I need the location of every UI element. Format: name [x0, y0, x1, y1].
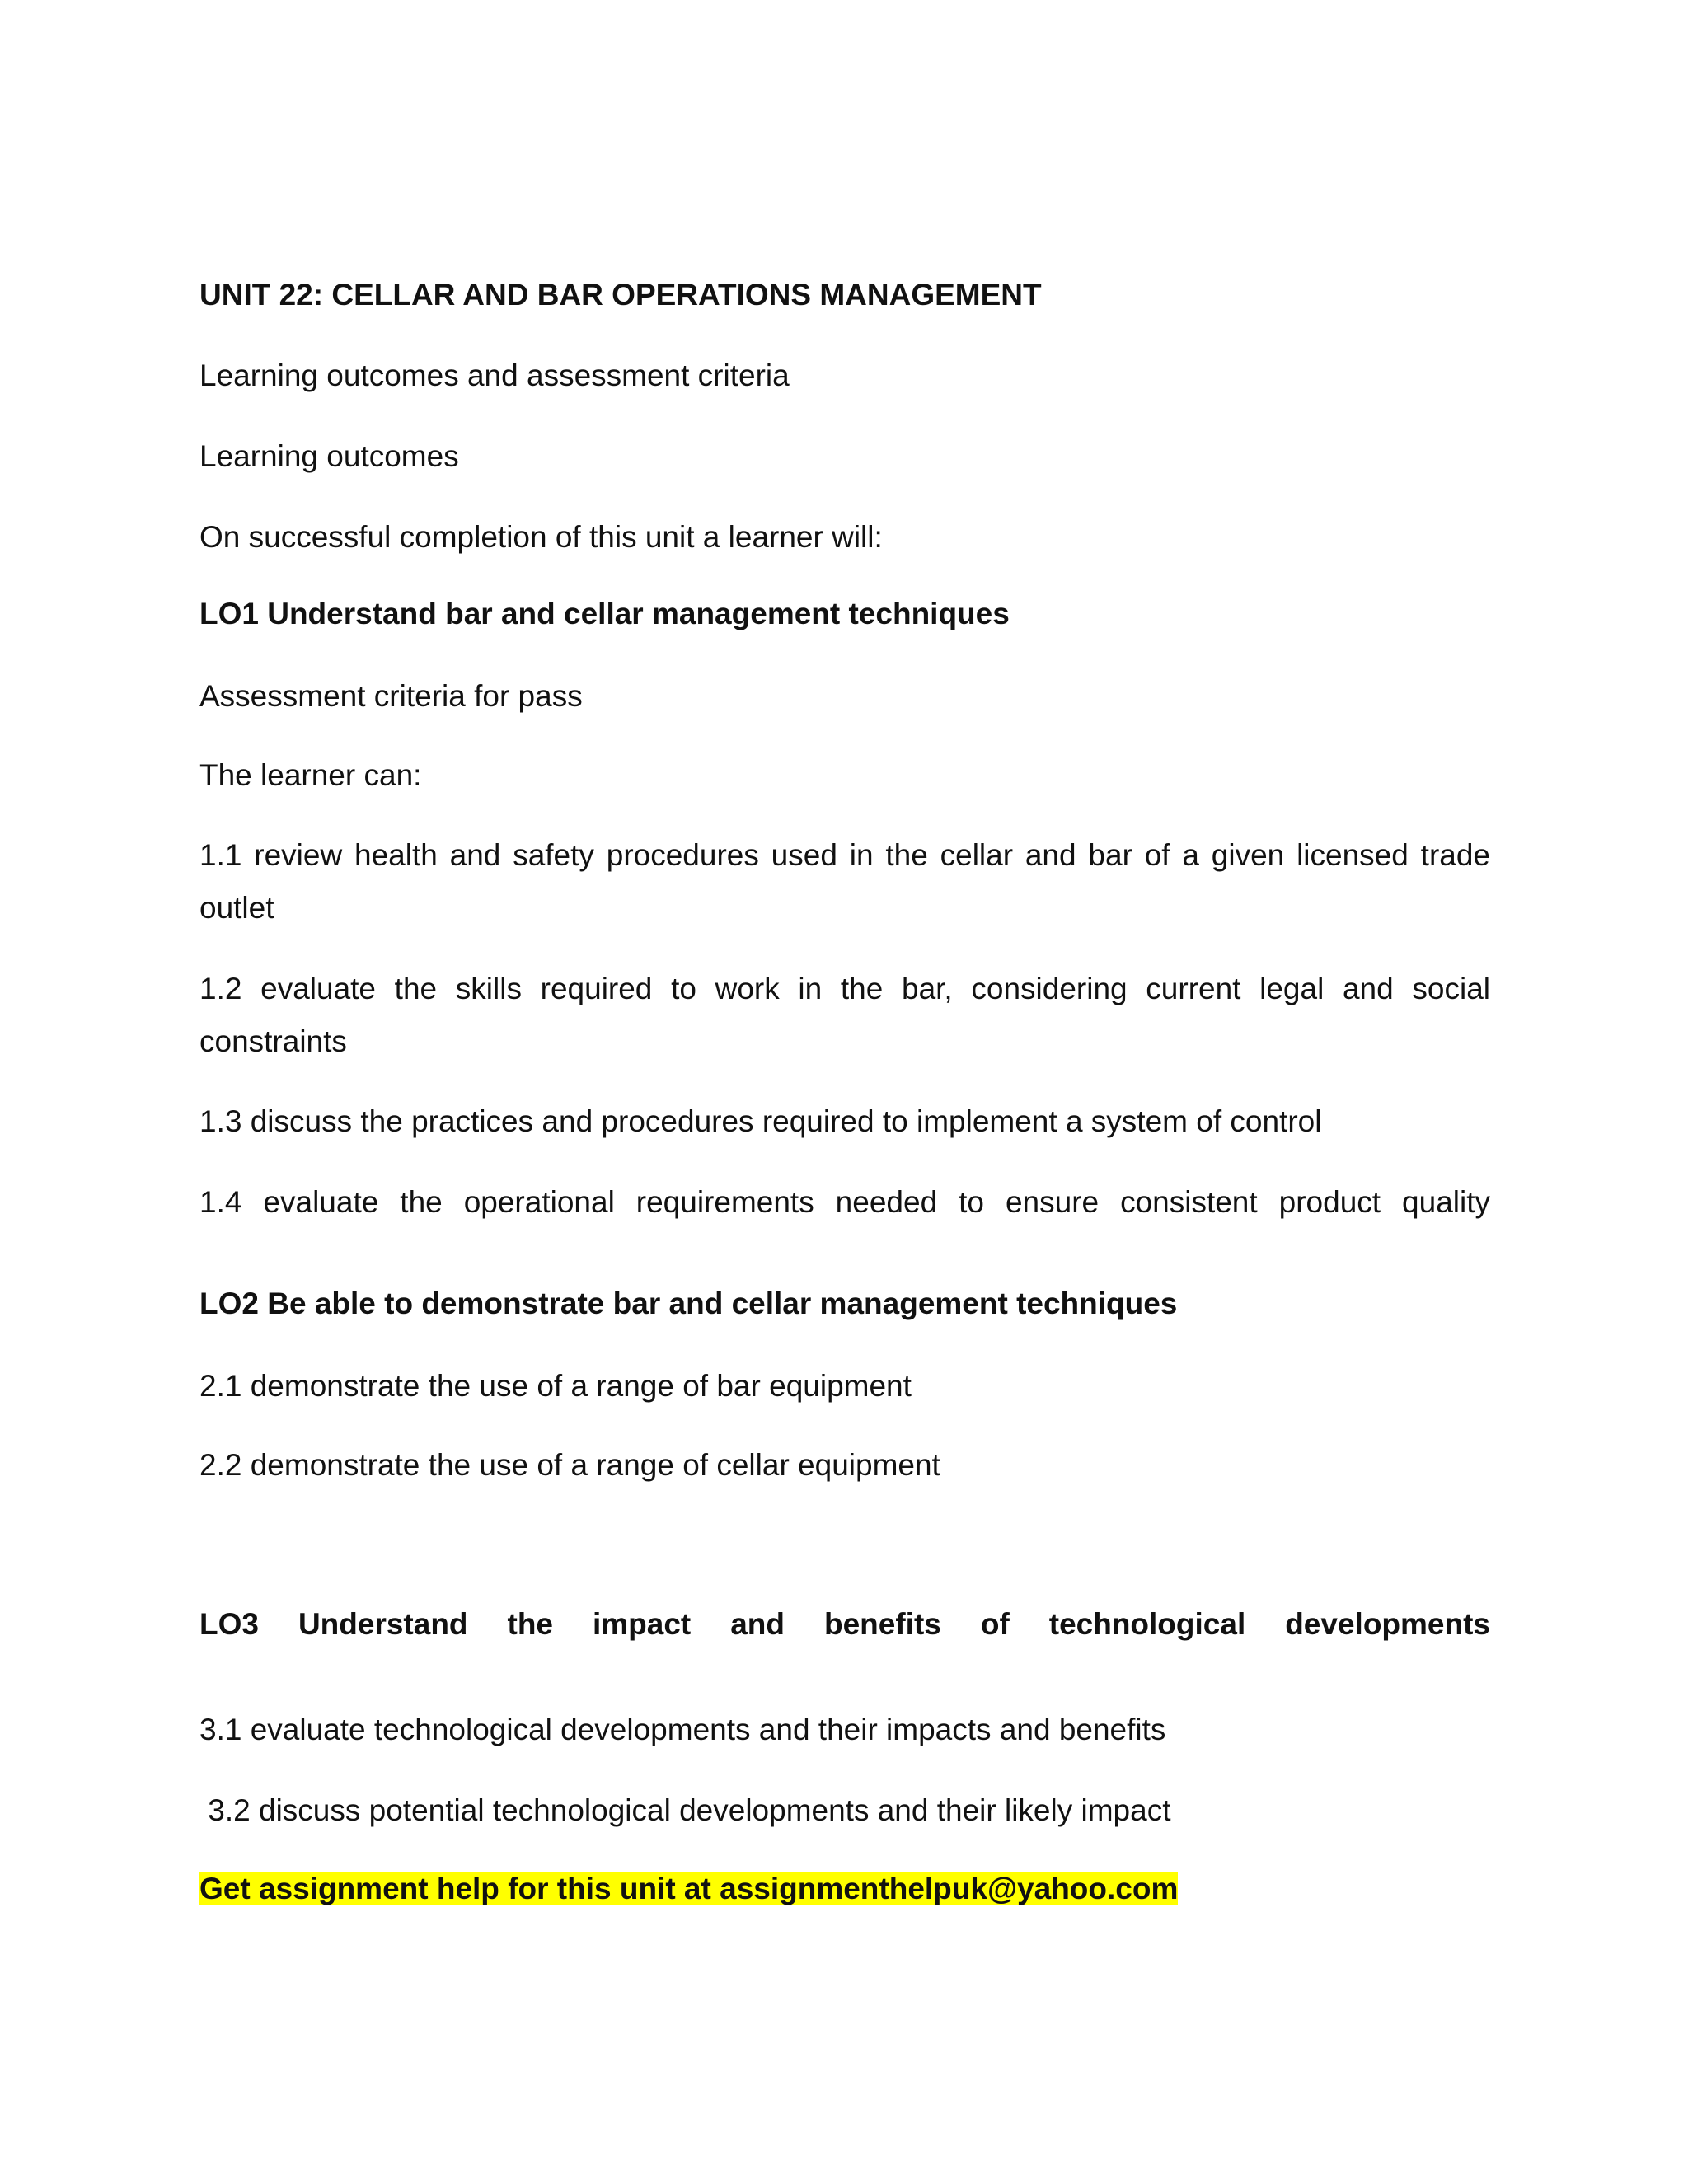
criterion-1-2-line-2: constraints: [199, 1024, 347, 1058]
ac-for-pass-heading: Assessment criteria for pass: [199, 679, 583, 713]
criterion-2-2: 2.2 demonstrate the use of a range of cellar equipment: [199, 1448, 940, 1482]
learning-outcomes-heading: Learning outcomes: [199, 439, 459, 473]
unit-title: UNIT 22: CELLAR AND BAR OPERATIONS MANAGEMENT: [199, 278, 1042, 312]
lo-and-ac-heading: Learning outcomes and assessment criteria: [199, 359, 790, 392]
criterion-2-1: 2.1 demonstrate the use of a range of bar equipment: [199, 1369, 912, 1403]
help-line: [199, 1863, 1490, 1915]
learner-can-text: The learner can:: [199, 758, 422, 792]
criterion-1-1-line-2: outlet: [199, 891, 274, 925]
lo3-heading: LO3 Understand the impact and benefits of technological developments: [199, 1607, 1490, 1641]
criterion-1-2-line-1: 1.2 evaluate the skills required to work in the bar, considering current legal and social: [199, 972, 1490, 1005]
criterion-3-1: 3.1 evaluate technological developments and their impacts and benefits: [199, 1713, 1166, 1746]
lo2-heading: LO2 Be able to demonstrate bar and cellar management techniques: [199, 1286, 1178, 1320]
criterion-1-1-line-1: 1.1 review health and safety procedures used in the cellar and bar of a given licensed trade: [199, 838, 1490, 872]
criterion-1-4: 1.4 evaluate the operational requirements needed to ensure consistent product quality: [199, 1185, 1490, 1219]
intro-text: On successful completion of this unit a learner will:: [199, 520, 883, 554]
lo1-heading: LO1 Understand bar and cellar management techniques: [199, 597, 1010, 630]
assignment-help-highlight: Get assignment help for this unit at assignmenthelpuk@yahoo.com: [199, 1872, 1179, 1905]
criterion-1-3: 1.3 discuss the practices and procedures required to implement a system of control: [199, 1104, 1322, 1138]
criterion-3-2: 3.2 discuss potential technological developments and their likely impact: [199, 1793, 1171, 1827]
